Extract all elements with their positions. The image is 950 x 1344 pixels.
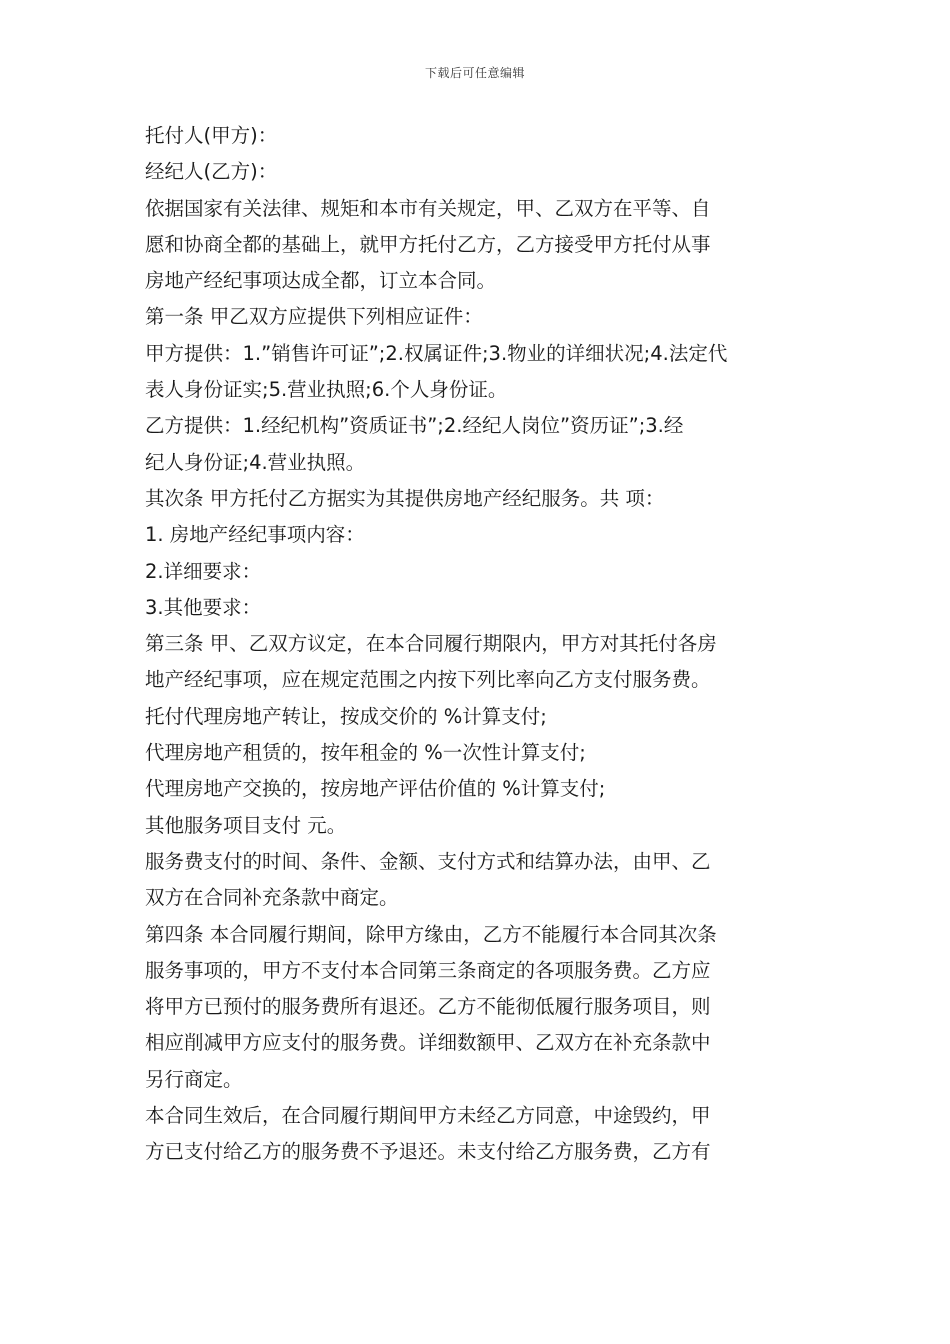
- text-line: 表人身份证实;5.营业执照;6.个人身份证。: [145, 378, 508, 402]
- text-line: 代理房地产租赁的，按年租金的 %一次性计算支付;: [145, 741, 586, 765]
- text-line: 托付代理房地产转让，按成交价的 %计算支付;: [145, 704, 547, 728]
- text-line: 3.其他要求：: [145, 595, 262, 619]
- text-line: 本合同生效后，在合同履行期间甲方未经乙方同意，中途毁约，甲: [145, 1104, 711, 1128]
- text-line: 其他服务项目支付 元。: [145, 813, 347, 837]
- contract-body: [145, 118, 815, 1171]
- text-line: 其次条 甲方托付乙方据实为其提供房地产经纪服务。共 项：: [145, 486, 665, 510]
- text-line: 将甲方已预付的服务费所有退还。乙方不能彻低履行服务项目，则: [145, 995, 711, 1019]
- text-line: 经纪人(乙方)：: [145, 160, 278, 184]
- page-header: 下载后可任意编辑: [424, 66, 525, 80]
- text-line: 依据国家有关法律、规矩和本市有关规定，甲、乙双方在平等、自: [145, 196, 711, 220]
- text-line: 另行商定。: [145, 1067, 243, 1091]
- text-line: 双方在合同补充条款中商定。: [145, 886, 399, 910]
- text-line: 代理房地产交换的，按房地产评估价值的 %计算支付;: [145, 777, 606, 801]
- text-line: 第四条 本合同履行期间，除甲方缘由，乙方不能履行本合同其次条: [145, 922, 717, 946]
- text-line: 相应削减甲方应支付的服务费。详细数额甲、乙双方在补充条款中: [145, 1031, 711, 1055]
- text-line: 服务事项的，甲方不支付本合同第三条商定的各项服务费。乙方应: [145, 958, 711, 982]
- text-line: 第一条 甲乙双方应提供下列相应证件：: [145, 305, 483, 329]
- text-line: 托付人(甲方)：: [145, 124, 278, 147]
- text-line: 服务费支付的时间、条件、金额、支付方式和结算办法，由甲、乙: [145, 849, 711, 873]
- text-line: 纪人身份证;4.营业执照。: [145, 450, 366, 474]
- text-line: 2.详细要求：: [145, 559, 262, 583]
- text-line: 方已支付给乙方的服务费不予退还。未支付给乙方服务费，乙方有: [145, 1140, 711, 1164]
- text-line: 地产经纪事项，应在规定范围之内按下列比率向乙方支付服务费。: [145, 668, 711, 692]
- text-line: 房地产经纪事项达成全都，订立本合同。: [145, 269, 497, 293]
- text-line: 甲方提供：1.”销售许可证”;2.权属证件;3.物业的详细状况;4.法定代: [145, 341, 728, 365]
- text-line: 乙方提供：1.经纪机构”资质证书”;2.经纪人岗位”资历证”;3.经: [145, 414, 684, 438]
- text-line: 第三条 甲、乙双方议定，在本合同履行期限内，甲方对其托付各房: [145, 632, 717, 656]
- text-line: 愿和协商全都的基础上，就甲方托付乙方，乙方接受甲方托付从事: [145, 232, 711, 256]
- text-line: 1. 房地产经纪事项内容：: [145, 523, 365, 547]
